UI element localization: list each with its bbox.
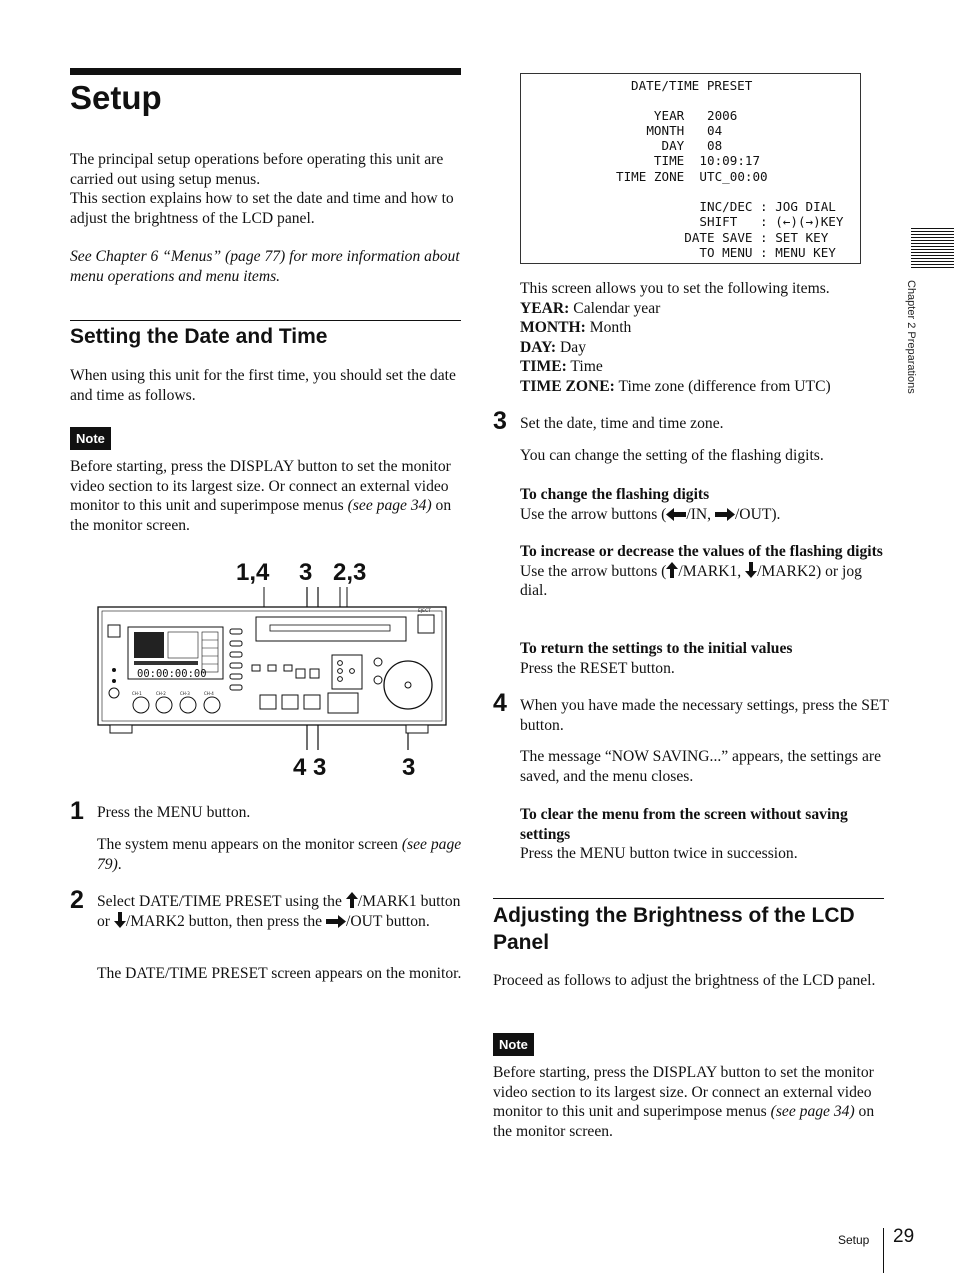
intro-see-reference: See Chapter 6 “Menus” (page 77) for more information about menu operations and menu items. — [70, 248, 460, 285]
device-ch3-label: CH-3 — [180, 691, 190, 696]
items-block — [520, 279, 890, 396]
footer-divider — [883, 1228, 884, 1273]
screen-line-month: MONTH 04 — [616, 123, 723, 138]
intro-block — [70, 150, 462, 286]
step-3-sub-2 — [520, 542, 890, 601]
step-3-number: 3 — [493, 407, 507, 435]
page-title: Setup — [70, 79, 162, 116]
up-arrow-icon — [666, 562, 678, 578]
right-arrow-icon — [326, 915, 346, 928]
intro-paragraph-2: This section explains how to set the date and time and how to adjust the brightness of the LCD panel. — [70, 190, 454, 227]
step-3-sub-1-heading: To change the flashing digits — [520, 486, 710, 503]
step-1-text: Press the MENU button. — [97, 804, 251, 821]
step-3-sub-1 — [520, 485, 890, 524]
step-1-detail-ref: (see page 79) — [97, 836, 462, 873]
callout-bottom-1: 4 3 — [293, 754, 327, 781]
up-arrow-icon — [346, 892, 358, 908]
title-bar-rule — [70, 68, 461, 75]
right-arrow-icon — [715, 508, 735, 521]
step-3-text: Set the date, time and time zone. — [520, 415, 724, 432]
device-timecode: 00:00:00:00 — [137, 668, 207, 680]
item-month — [520, 318, 890, 338]
screen-line-year: YEAR 2006 — [616, 108, 738, 123]
device-front-panel-diagram — [96, 585, 452, 760]
screen-line-date-save: DATE SAVE : SET KEY — [616, 230, 829, 245]
step-2-number: 2 — [70, 886, 84, 914]
note-text-1 — [70, 457, 462, 535]
step-2-text-3: /MARK2 button, then press the — [125, 912, 326, 930]
step-4-sub-1-body: Press the MENU button twice in succession. — [520, 845, 798, 862]
note-text-1-ref: (see page 34) — [347, 497, 432, 514]
callout-bottom-2: 3 — [402, 754, 416, 781]
step-3-sub-1-body-c: /OUT). — [734, 505, 781, 523]
section2-intro: Proceed as follows to adjust the brightness of the LCD panel. — [493, 972, 876, 989]
callout-top-2: 3 — [299, 559, 313, 586]
step-4-number: 4 — [493, 689, 507, 717]
note-label-2: Note — [493, 1033, 534, 1056]
item-month-label: MONTH: — [520, 319, 586, 336]
item-year-value: Calendar year — [569, 299, 661, 317]
item-time-zone-label: TIME ZONE: — [520, 377, 615, 395]
item-month-value: Month — [585, 319, 632, 336]
down-arrow-icon — [745, 562, 757, 578]
date-time-preset-screen — [520, 73, 861, 264]
step-3-sub-3-heading: To return the settings to the initial values — [520, 640, 793, 657]
section1-rule — [70, 320, 461, 321]
step-4-detail: The message “NOW SAVING...” appears, the settings are saved, and the menu closes. — [520, 748, 882, 785]
section2-heading-line-1: Adjusting the Brightness of the LCD — [493, 904, 855, 927]
section2-heading — [493, 902, 888, 956]
note-text-1-b: on the monitor screen. — [70, 497, 452, 534]
item-time-label: TIME: — [520, 358, 567, 375]
step-2-text-4: /OUT button. — [346, 912, 430, 930]
step-3-sub-2-body — [520, 562, 890, 601]
device-ch2-label: CH-2 — [156, 691, 166, 696]
screen-line-to-menu: TO MENU : MENU KEY — [616, 245, 836, 260]
step-3-sub-1-body-a: Use the arrow buttons ( — [520, 505, 667, 523]
item-time-zone — [520, 377, 890, 397]
left-arrow-icon — [666, 508, 686, 521]
callout-top-3: 2,3 — [333, 559, 367, 586]
step-4-text: When you have made the necessary settings, press the SET button. — [520, 697, 889, 734]
page-number: 29 — [893, 1226, 915, 1247]
step-2-detail: The DATE/TIME PRESET screen appears on the monitor. — [97, 965, 462, 982]
step-1-detail-a: The system menu appears on the monitor screen — [97, 836, 402, 853]
section2-heading-line-2: Panel — [493, 931, 550, 954]
note-text-2-b: on the monitor screen. — [493, 1103, 875, 1140]
step-1-detail — [97, 835, 462, 874]
item-time — [520, 357, 890, 377]
item-year — [520, 299, 890, 319]
step-4-sub-1-heading: To clear the menu from the screen without saving settings — [520, 806, 848, 843]
item-day — [520, 338, 890, 358]
screen-line-time: TIME 10:09:17 — [616, 153, 761, 168]
step-3-sub-1-body-b: /IN, — [686, 505, 715, 523]
device-ch4-label: CH-4 — [204, 691, 214, 696]
step-3-sub-3-body: Press the RESET button. — [520, 659, 675, 677]
footer-section-label: Setup — [838, 1233, 870, 1247]
step-3-sub-2-body-a: Use the arrow buttons ( — [520, 562, 667, 580]
step-3-sub-1-body — [520, 505, 890, 525]
step-3-sub-3 — [520, 639, 890, 678]
screen-line-title: DATE/TIME PRESET — [631, 78, 753, 93]
item-time-value: Time — [566, 358, 603, 375]
intro-paragraph-1: The principal setup operations before operating this unit are carried out using setup menus. — [70, 151, 444, 188]
item-day-label: DAY: — [520, 338, 557, 356]
item-time-zone-value: Time zone (difference from UTC) — [614, 377, 831, 395]
device-ch1-label: CH-1 — [132, 691, 142, 696]
screen-line-inc-dec: INC/DEC : JOG DIAL — [616, 199, 836, 214]
step-3-detail: You can change the setting of the flashing digits. — [520, 447, 824, 464]
section2-rule — [493, 898, 884, 899]
step-3-sub-2-heading: To increase or decrease the values of the flashing digits — [520, 543, 883, 560]
note-label-1: Note — [70, 427, 111, 450]
step-4-sub-1 — [520, 805, 890, 864]
step-2-text-2: /MARK1 button or — [97, 893, 461, 930]
device-eject-label: EJECT — [418, 609, 431, 614]
item-year-label: YEAR: — [520, 299, 570, 317]
section1-heading: Setting the Date and Time — [70, 325, 328, 348]
section1-intro: When using this unit for the first time, you should set the date and time as follows. — [70, 367, 456, 404]
item-day-value: Day — [556, 338, 587, 356]
note-text-2-ref: (see page 34) — [770, 1103, 855, 1120]
note-text-2 — [493, 1063, 885, 1141]
chapter-side-label: Chapter 2 Preparations — [905, 280, 917, 394]
step-3-sub-2-body-b: /MARK1, — [678, 562, 746, 580]
callout-top-1: 1,4 — [236, 559, 270, 586]
step-2-text — [97, 892, 462, 931]
step-1-number: 1 — [70, 797, 84, 825]
note-text-2-a: Before starting, press the DISPLAY button to set the monitor video section to its largest size. Or connect an external video monitor to this unit and superimpose menus — [493, 1064, 874, 1120]
note-text-1-a: Before starting, press the DISPLAY button to set the monitor video section to its largest size. Or connect an external video monitor to this unit and superimpose menus — [70, 458, 451, 514]
screen-line-shift: SHIFT : (←)(→)KEY — [616, 214, 844, 229]
screen-line-day: DAY 08 — [616, 138, 723, 153]
down-arrow-icon — [114, 912, 126, 928]
chapter-tab-hatch — [911, 228, 954, 270]
step-1-detail-b: . — [117, 855, 122, 873]
step-3-sub-2-body-c: /MARK2) or jog dial. — [520, 562, 862, 599]
items-intro: This screen allows you to set the following items. — [520, 280, 830, 297]
screen-line-time-zone: TIME ZONE UTC_00:00 — [616, 169, 768, 184]
step-2-text-1: Select DATE/TIME PRESET using the — [97, 893, 346, 910]
